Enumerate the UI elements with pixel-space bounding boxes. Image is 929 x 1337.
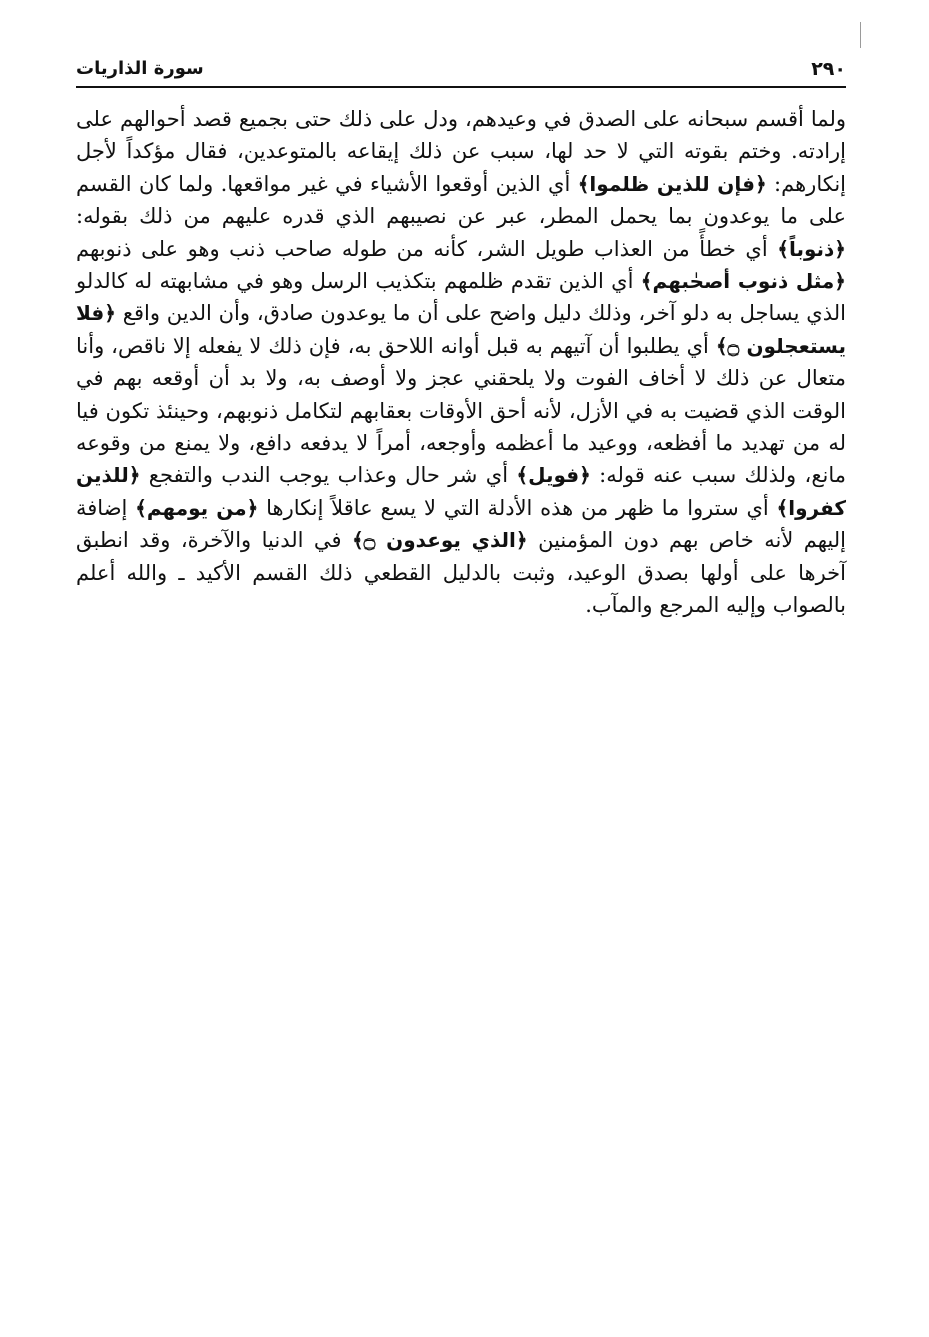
quran-quote: ﴿الذي يوعدون ۝﴾ xyxy=(351,528,528,553)
quran-quote: ﴿فويل﴾ xyxy=(516,463,591,488)
page-number: ٢٩٠ xyxy=(811,58,846,80)
quran-quote: ﴿فإن للذين ظلموا﴾ xyxy=(577,171,767,196)
commentary-paragraph xyxy=(76,103,846,622)
quran-quote: ﴿مثل ذنوب أصحٰبهم﴾ xyxy=(640,269,847,294)
commentary-text: ولما أقسم سبحانه على الصدق في وعيدهم، ودل على ذلك حتى بجميع قصد أحوالهم على إرادته. وختم بقوته التي لا حد لها، سبب عن ذلك إيقاعه بالمتوعدين، فقال مؤكداً لأجل إنكارهم: xyxy=(76,107,847,196)
commentary-text: أي يطلبوا أن آتيهم به قبل أوانه اللاحق به، فإن ذلك لا يفعله إلا ناقص، وأنا متعال عن ذلك لا أخاف الفوت ولا يلحقني عجز ولا أوصف به، ولا بد أن أوقعه بهم في الوقت الذي قضيت به في الأزل، لأنه أحق الأوقات بعقابهم لتكامل ذنوبهم، وحينئذ تكون فيا له من تهديد ما أفظعه، ووعيد ما أعظمه وأوجعه، أمراً لا يدفعه دافع، ولا يمنع من وقوعه مانع، ولذلك سبب عنه قوله: xyxy=(76,333,846,488)
commentary-text: أي شر حال وعذاب يوجب الندب والتفجع xyxy=(140,463,517,488)
page-header xyxy=(76,56,846,88)
quran-quote: ﴿من يومهم﴾ xyxy=(135,495,259,520)
commentary-text: في الدنيا والآخرة، وقد انطبق آخرها على أولها بصدق الوعيد، وثبت بالدليل القطعي ذلك القسم الأكيد ـ والله أعلم بالصواب وإليه المرجع والمآب. xyxy=(76,528,846,618)
commentary-text: أي الذين تقدم ظلمهم بتكذيب الرسل وهو في مشابهته له كالدلو الذي يساجل به دلو آخر، وذلك دليل واضح على أن ما يوعدون صادق، وأن الدين واقع xyxy=(76,269,846,326)
running-title: سورة الذاريات xyxy=(76,58,204,79)
quran-quote: ﴿فلا يستعجلون ۝﴾ xyxy=(76,301,846,358)
commentary-text: أي الذين أوقعوا الأشياء في غير مواقعها. ولما كان القسم على ما يوعدون بما يحمل المطر، عبر عن نصيبهم الذي قدره عليهم من ذلك بقوله: xyxy=(76,171,846,229)
commentary-text: أي خطأً من العذاب طويل الشر، كأنه من طوله صاحب ذنب وهو على ذنوبهم xyxy=(76,236,778,261)
commentary-text: إضافة إليهم لأنه خاص بهم دون المؤمنين xyxy=(76,495,847,553)
quran-quote: ﴿ذنوباً﴾ xyxy=(777,236,846,261)
quran-quote: ﴿للذين كفروا﴾ xyxy=(76,463,846,520)
commentary-text: أي ستروا ما ظهر من هذه الأدلة التي لا يسع عاقلاً إنكارها xyxy=(258,495,777,520)
page-edge-mark xyxy=(860,22,861,48)
